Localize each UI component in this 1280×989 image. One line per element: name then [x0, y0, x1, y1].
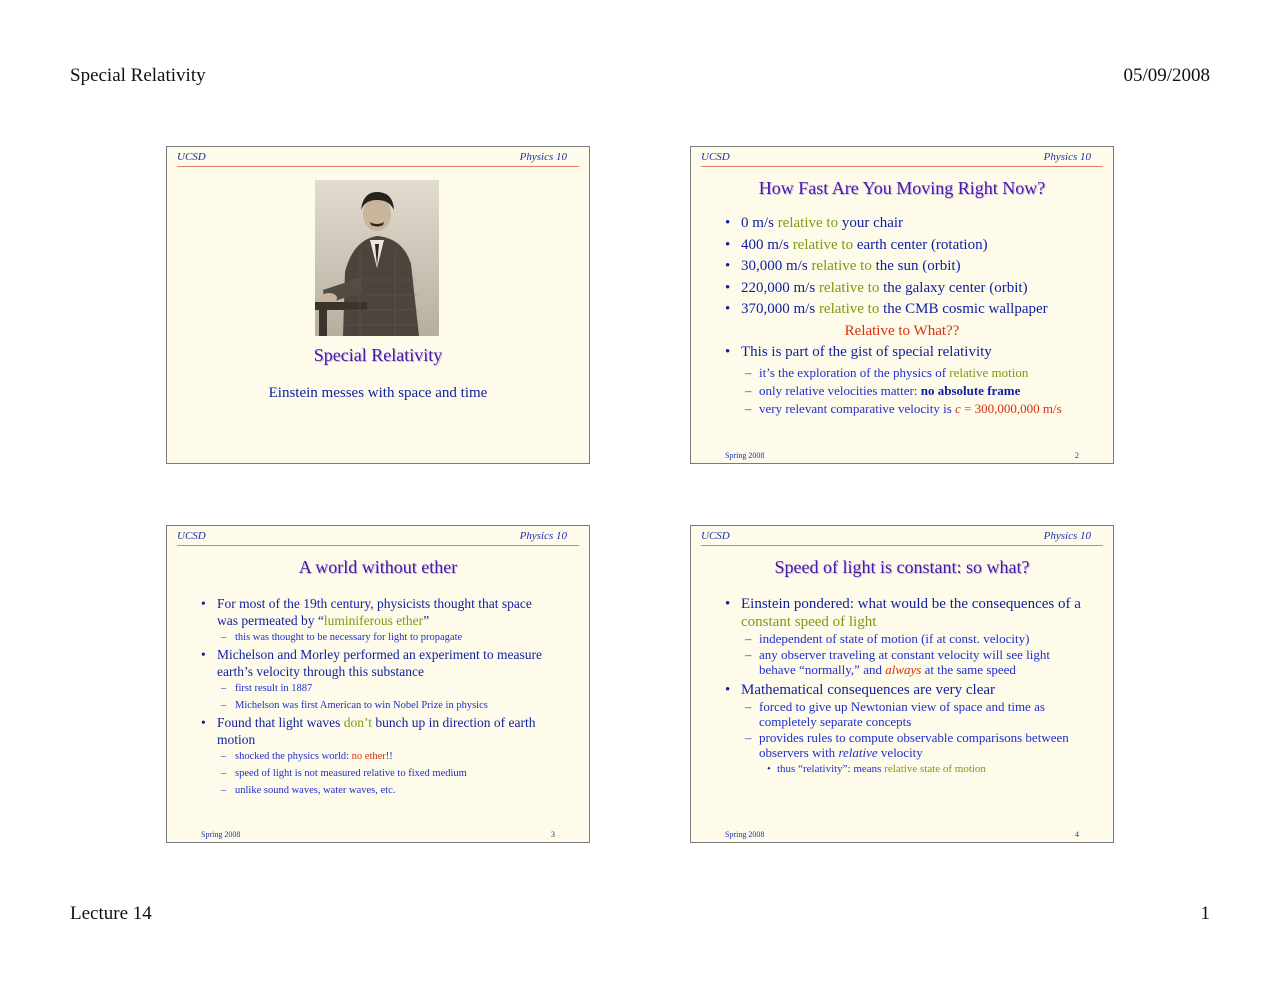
- speed-value: 400 m/s: [741, 236, 793, 253]
- list-item: [725, 278, 1103, 300]
- sub-item: [741, 364, 1103, 382]
- dont-phrase: don’t: [343, 715, 373, 730]
- relative-phrase: relative to: [811, 258, 872, 274]
- relative-state-phrase: relative state of motion: [884, 762, 986, 775]
- list-item: [725, 299, 1103, 321]
- relative-motion-phrase: relative motion: [949, 364, 1029, 380]
- sub-item: – unlike sound waves, water waves, etc.: [217, 782, 553, 799]
- slide-course: Physics 10: [519, 151, 567, 163]
- relative-phrase: relative to: [818, 279, 880, 296]
- bullet-text: Einstein pondered: what would be the consequences of a: [741, 596, 1081, 612]
- slide-footer: [201, 830, 555, 840]
- slide-header: [177, 151, 579, 167]
- list-item: [725, 595, 1083, 678]
- c-symbol: c: [955, 400, 961, 416]
- slide-header: [177, 530, 579, 546]
- list-item: [725, 235, 1103, 257]
- sub-text: very relevant comparative velocity is: [759, 400, 956, 416]
- sub-sub-list: [759, 761, 1083, 777]
- reference-frame: your chair: [838, 215, 904, 231]
- slide-footer: [725, 830, 1079, 840]
- sub-text: shocked the physics world:: [235, 751, 352, 762]
- page-header-title: Special Relativity: [70, 65, 206, 86]
- sub-item: [741, 647, 1083, 678]
- slide-term: Spring 2008: [725, 451, 765, 460]
- relative-question: Relative to What??: [844, 322, 960, 339]
- always-phrase: always: [885, 662, 922, 677]
- slide-course: Physics 10: [1043, 530, 1091, 542]
- sub-list: [217, 748, 553, 799]
- sub-list: [741, 699, 1083, 777]
- slide-header: [701, 530, 1103, 546]
- bullet-list: [725, 595, 1083, 777]
- page-footer-lecture: Lecture 14: [70, 903, 152, 924]
- slide-title: A world without ether: [298, 557, 458, 577]
- sub-item: – this was thought to be necessary for light to propagate: [217, 629, 553, 646]
- ether-phrase: luminiferous ether: [323, 613, 424, 628]
- sub-text-end: at the same speed: [921, 662, 1016, 677]
- slide-term: Spring 2008: [201, 830, 241, 839]
- sub-item: [741, 400, 1103, 418]
- slide-number: 2: [1075, 451, 1079, 460]
- slide-org: UCSD: [701, 151, 730, 163]
- sub-list: [741, 364, 1103, 418]
- sub-text-end: velocity: [877, 745, 923, 760]
- speed-value: 220,000 m/s: [741, 279, 819, 296]
- relative-phrase: relative to: [777, 215, 839, 231]
- relative-phrase: relative to: [818, 301, 880, 317]
- slide-3: [166, 525, 590, 843]
- list-item: [725, 256, 1103, 278]
- slide-1: [166, 146, 590, 464]
- list-item: [725, 213, 1103, 235]
- slide-course: Physics 10: [519, 530, 567, 542]
- bullet-text: Found that light waves: [217, 715, 344, 730]
- sub-sub-item: [759, 761, 1083, 777]
- speed-of-light-value: = 300,000,000 m/s: [960, 400, 1062, 416]
- bullet-text-end: ”: [423, 613, 430, 628]
- slide-4: [690, 525, 1114, 843]
- reference-frame: the galaxy center (orbit): [879, 279, 1028, 296]
- slide-title: Speed of light is constant: so what?: [774, 557, 1030, 577]
- list-item: [725, 342, 1103, 418]
- no-absolute-frame-phrase: no absolute frame: [920, 382, 1021, 398]
- sub-sub-text: thus “relativity”: means: [777, 762, 885, 775]
- page-number: 1: [1200, 903, 1210, 924]
- bullet-text: For most of the 19th century, physicists thought that space was permeated by “: [217, 596, 532, 628]
- speed-value: 0 m/s: [741, 215, 778, 231]
- slide-org: UCSD: [177, 151, 206, 163]
- einstein-portrait: [315, 180, 439, 336]
- speed-value: 30,000 m/s: [741, 258, 812, 274]
- sub-text: provides rules to compute observable comparisons between observers with: [759, 729, 1069, 760]
- bullet-text: Michelson and Morley performed an experiment to measure earth’s velocity through this substance: [217, 647, 543, 679]
- sub-list: [217, 680, 553, 714]
- list-item: [725, 681, 1083, 777]
- sub-text: it’s the exploration of the physics of: [759, 364, 950, 380]
- sub-item: – speed of light is not measured relative to fixed medium: [217, 765, 553, 782]
- slide-term: Spring 2008: [725, 830, 765, 839]
- sub-item: – forced to give up Newtonian view of space and time as completely separate concepts: [741, 699, 1083, 730]
- reference-frame: earth center (rotation): [853, 236, 988, 253]
- sub-item: [741, 382, 1103, 400]
- slide-header: [701, 151, 1103, 167]
- sub-item: – first result in 1887: [217, 680, 553, 697]
- sub-item: [217, 748, 553, 765]
- relative-word: relative: [838, 745, 878, 760]
- slide-subtitle: Einstein messes with space and time: [268, 385, 488, 401]
- list-item: [201, 714, 553, 799]
- bullet-text-end: bunch up in direction of earth motion: [217, 715, 536, 747]
- sub-item: – independent of state of motion (if at const. velocity): [741, 631, 1083, 647]
- slide-number: 4: [1075, 830, 1079, 839]
- page-header-date: 05/09/2008: [1123, 65, 1210, 86]
- list-item: [201, 595, 553, 646]
- slide-title: Special Relativity: [313, 345, 443, 365]
- sub-list: [217, 629, 553, 646]
- portrait-image: [315, 180, 439, 336]
- no-ether-phrase: no ether: [351, 751, 386, 762]
- sub-item: [741, 730, 1083, 777]
- sub-list: [741, 631, 1083, 678]
- constant-speed-phrase: constant speed of light: [741, 614, 877, 630]
- slide-2: [690, 146, 1114, 464]
- sub-text: only relative velocities matter:: [759, 382, 921, 398]
- slide-footer: [725, 451, 1079, 461]
- slide-org: UCSD: [177, 530, 206, 542]
- relative-phrase: relative to: [792, 236, 854, 253]
- speed-value: 370,000 m/s: [741, 301, 819, 317]
- slide-title: How Fast Are You Moving Right Now?: [758, 178, 1046, 198]
- slide-org: UCSD: [701, 530, 730, 542]
- list-item: [201, 646, 553, 714]
- slide-number: 3: [551, 830, 555, 839]
- bullet-list: [725, 213, 1103, 418]
- reference-frame: the sun (orbit): [871, 258, 961, 274]
- sub-text-end: !!: [385, 751, 393, 762]
- reference-frame: the CMB cosmic wallpaper: [879, 301, 1048, 317]
- sub-text: any observer traveling at constant velocity will see light behave “normally,” and: [759, 646, 1050, 677]
- gist-text: This is part of the gist of special relativity: [741, 344, 992, 360]
- slide-course: Physics 10: [1043, 151, 1091, 163]
- bullet-text: Mathematical consequences are very clear: [741, 681, 996, 698]
- sub-item: – Michelson was first American to win Nobel Prize in physics: [217, 697, 553, 714]
- bullet-list: [201, 595, 553, 799]
